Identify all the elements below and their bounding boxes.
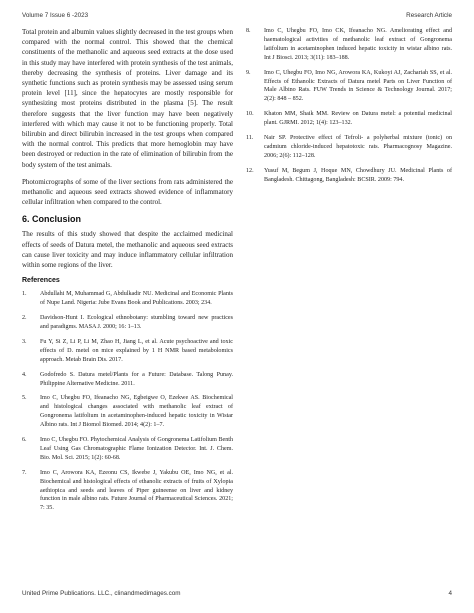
publisher-line: United Prime Publications. LLC., clinandmedimages.com — [22, 590, 181, 597]
reference-item — [22, 469, 233, 514]
reference-text: Abdullahi M, Muhammad G, Abdulkadir NU. Medicinal and Economic Plants of Nupe Land. Nigeria: Jube Evans Book and Publications. 2003; 234. — [40, 291, 233, 307]
reference-number: 7. — [22, 469, 27, 476]
reference-text: Nair SP. Protective effect of Tefroli- a polyherbal mixture (tonic) on cadmium chloride-induced hepatotoxic rats. Pharmacognosy Magazine. 2006; 2(6): 112–128. — [264, 135, 452, 159]
page-footer — [22, 590, 452, 597]
page-header — [22, 12, 452, 19]
reference-list-right — [246, 27, 452, 185]
reference-item — [246, 27, 452, 63]
reference-item — [246, 167, 452, 185]
reference-number: 12. — [246, 167, 254, 174]
reference-number: 11. — [246, 135, 254, 142]
photomicrograph-paragraph: Photomicrographs of some of the liver sections from rats administered the methanolic and aqueous seed extracts showed evidence of inflammatory cellular infiltration when compared to the control. — [22, 177, 233, 207]
reference-item — [246, 69, 452, 105]
page-number: 4 — [448, 590, 452, 597]
reference-number: 5. — [22, 395, 27, 402]
reference-item — [22, 338, 233, 365]
conclusion-heading: 6. Conclusion — [22, 214, 82, 225]
reference-text: Imo C, Uhegbu FO, Imo CK, Ifeanacho NG. Ameliorating effect and haematological activities of methanolic leaf extract of Gongronema latifolium in acetaminophen induced hepatic toxicity in wistar albino rats. Int J Biosci. 2013; 3(11): 183–188. — [264, 28, 452, 61]
reference-number: 3. — [22, 338, 27, 345]
reference-text: Imo C, Uhegbu FO. Phytochemical Analysis of Gongronema Latifolium Benth Leaf Using Gas Chromatographic Flame Ionization Detector. Int. J. Chem. Bio. Mol. Sci. 2015; 1(2): 60-68. — [40, 437, 233, 461]
reference-item — [22, 371, 233, 389]
reference-number: 9. — [246, 69, 251, 76]
reference-list-left — [22, 290, 233, 513]
reference-text: Imo C, Uhegbu FO, Imo NG, Arowora KA, Kukoyi AJ, Zachariah SS, et al. Effects of Ethanolic Extracts of Datura metel Parts on Liver Function of Male Albino Rats. FUW Trends in Science & Technology Journal. 2017; 2(2): 848 – 852. — [264, 69, 452, 103]
reference-item — [22, 314, 233, 332]
reference-text: Fu Y, Si Z, Li P, Li M, Zhao H, Jiang L, et al. Acute psychoactive and toxic effects of D. metel on mice explained by 1 H NMR based metabolomics approach. Metab Brain Dis. 2017. — [40, 338, 233, 363]
reference-number: 4. — [22, 371, 27, 378]
journal-volume: Volume 7 Issue 6 -2023 — [22, 12, 89, 19]
reference-text: Yusuf M, Begum J, Hoque MN, Chowdhury JU. Medicinal Plants of Bangladesh. Chittagong, Bangladesh: BCSIR. 2009: 794. — [264, 167, 452, 183]
reference-number: 8. — [246, 28, 251, 34]
reference-text: Imo C, Uhegbu FO, Ifeanacho NG, Egbeigwe O, Ezekwe AS. Biochemical and histological changes associated with methanolic leaf extract of Gongronema latifolium in acetaminophen-induced hepatic toxicity in Wistar Albino rats. Int J Biomol Biomed. 2014; 4(2): 1–7. — [40, 395, 233, 429]
reference-number: 1. — [22, 291, 27, 298]
right-column — [246, 27, 452, 191]
reference-text: Godofredo S. Datura metel/Plants for a Future: Database. Talong Punay. Philippine Alternative Medicine. 2011. — [40, 371, 233, 387]
reference-text: Khaton MM, Shaik MM. Review on Datura metel: a potential medicinal plant. GJRMI. 2012; 1(4): 123–132. — [264, 111, 452, 127]
reference-item — [22, 436, 233, 463]
reference-number: 6. — [22, 437, 27, 444]
reference-text: Imo C, Arowora KA, Ezeonu CS, Ikwebe J, Yakubu OE, Imo NG, et al. Biochemical and histological effects of ethanolic extracts of fruits of Xylopia aethiopica and seeds and leaves of Piper guineense on liver and kidney function in male albino rats. Future Journal of Pharmaceutical Sciences. 2021; 7: 35. — [40, 469, 233, 512]
references-heading: References — [22, 277, 60, 285]
reference-item — [22, 290, 233, 308]
reference-number: 2. — [22, 315, 27, 322]
reference-number: 10. — [246, 111, 254, 118]
reference-item — [246, 110, 452, 128]
reference-text: Davidson-Hunt I. Ecological ethnobotany: stumbling toward new practices and paradigms. MASA J. 2000; 16: 1–13. — [40, 315, 233, 330]
reference-item — [246, 134, 452, 161]
left-column — [22, 27, 233, 519]
discussion-paragraph: Total protein and albumin values slightly decreased in the test groups when compared with the normal control. This showed that the chemical constituents of the methanolic and aqueous seed extracts at the dose used in this study may have interfered with protein synthesis of the test animals, thereby decreasing the synthesis of proteins. Liver damage and its synthetic functions such as protein synthesis may be assessed using serum protein level [11], since the hepatocytes are mostly responsible for synthesizing most proteins distributed in the plasma [5]. The result therefore suggests that the liver function may have been negatively interfered with which may cause it not to be functioning properly. Total bilirubin and direct bilirubin increased in the test groups when compared with the normal control. This predicts that more hemoglobin may have been destroyed or reduction in the rate of elimination of bilirubin from the body system of the test animals. — [22, 28, 233, 169]
reference-item — [22, 394, 233, 430]
conclusion-paragraph: The results of this study showed that despite the acclaimed medicinal effects of seeds of Datura metel, the methanolic and aqueous seed extracts can cause liver toxicity and may induce inflammatory cellular infiltration within some regions of the liver. — [22, 230, 233, 270]
article-type: Research Article — [406, 12, 452, 19]
